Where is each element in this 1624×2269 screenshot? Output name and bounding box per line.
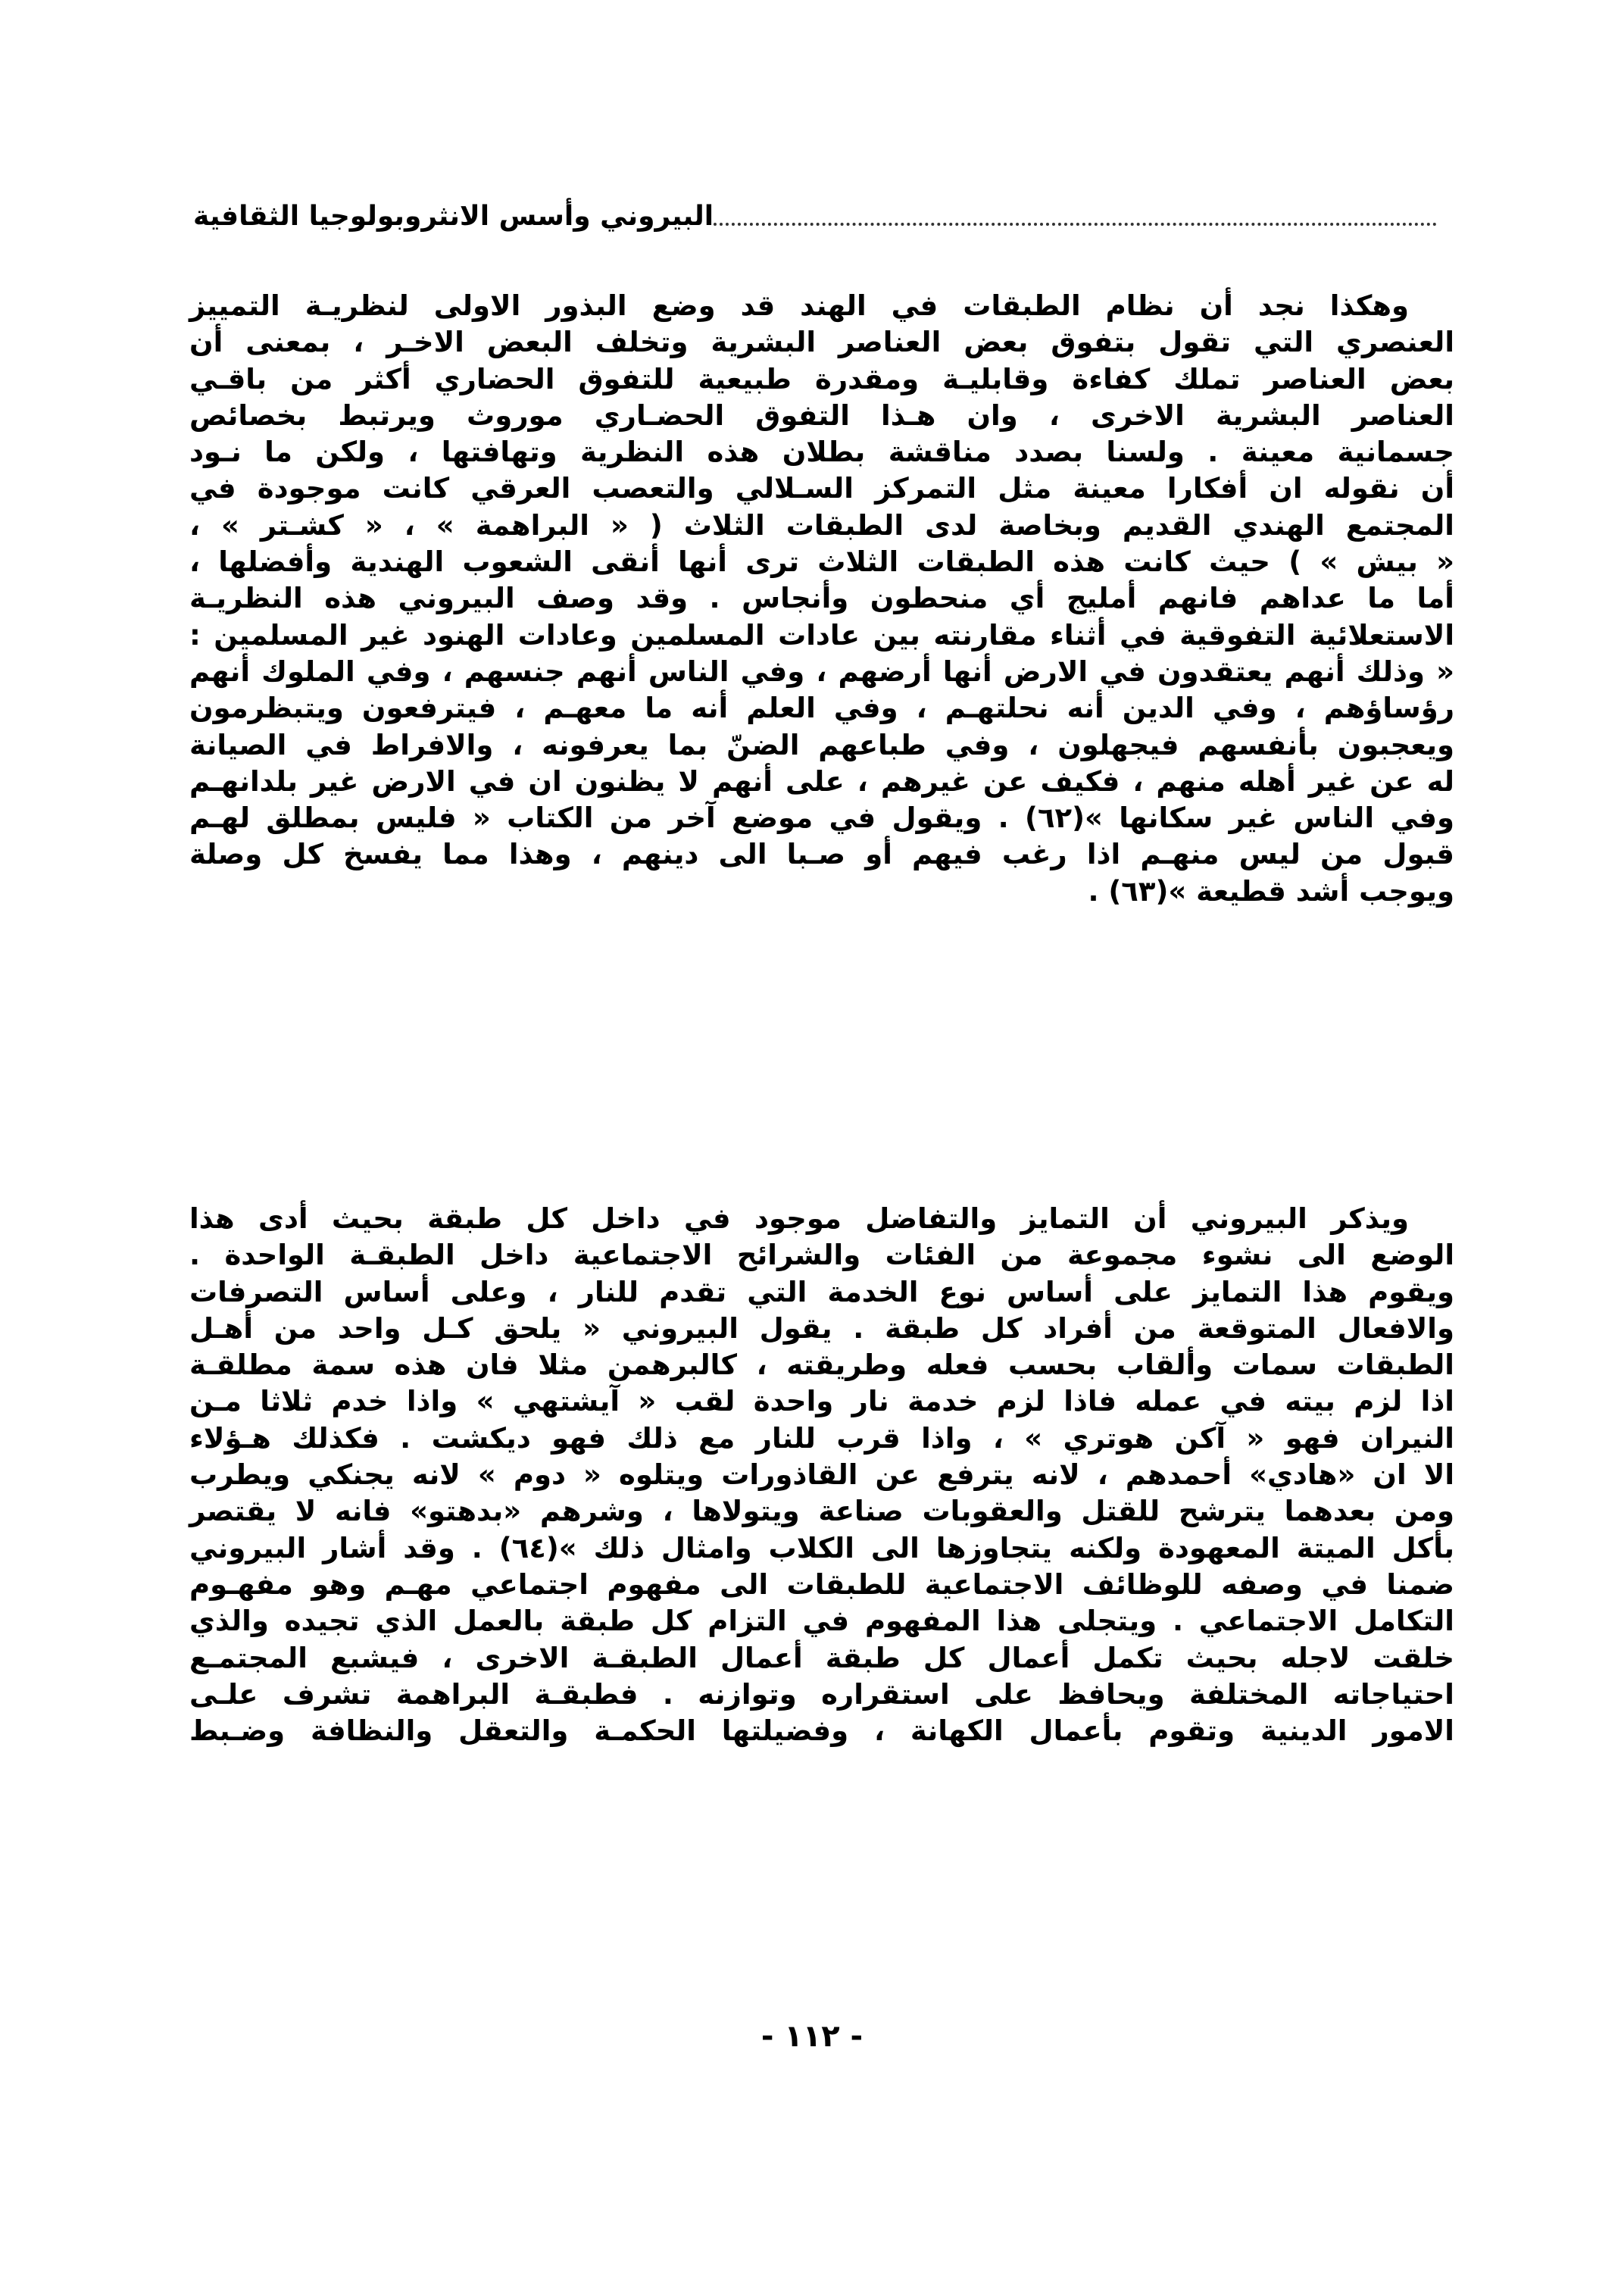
text-line: الوضع الى نشوء مجموعة من الفئات والشرائح الاجتماعية داخل الطبقـة الواحدة . [189,1239,1454,1272]
text-line: ضمنا في وصفه للوظائف الاجتماعية للطبقات الى مفهوم اجتماعي مهـم وهو مفهـوم [189,1567,1454,1601]
text-line: الطبقات سمات وألقاب بحسب فعله وطريقته ، كالبرهمن مثلا فان هذه سمة مطلقـة [189,1349,1454,1382]
text-line: ويذكر البيروني أن التمايز والتفاضل موجود في داخل كل طبقة بحيث أدى هذا [189,1202,1409,1235]
text-line: العنصري التي تقول بتفوق بعض العناصر البشرية وتخلف البعض الاخـر ، بمعنى أن [189,326,1454,359]
text-line: بعض العناصر تملك كفاءة وقابليـة ومقدرة طبيعية للتفوق الحضاري أكثر من باقـي [189,362,1454,395]
paragraph-1 [189,288,1454,910]
text-line: الا ان «هادي» أحمدهم ، لانه يترفع عن القاذورات ويتلوه « دوم » لانه يجنكي ويطرب [189,1458,1454,1492]
text-line: التكامل الاجتماعي . ويتجلى هذا المفهوم في التزام كل طبقة بالعمل الذي تجيده والذي [189,1605,1454,1638]
paragraph-2 [189,1201,1454,1749]
text-line: وفي الناس غير سكانها »(٦٢) . ويقول في موضع آخر من الكتاب « فليس بمطلق لهـم [189,802,1454,835]
text-line: خلقت لاجله بحيث تكمل أعمال كل طبقة أعمال الطبقـة الاخرى ، فيشبع المجتمـع [189,1641,1454,1674]
text-line: رؤساؤهم ، وفي الدين أنه نحلتهـم ، وفي العلم أنه ما معهـم ، فيترفعون ويتبظرمون [189,692,1454,725]
text-line: أما ما عداهم فانهم أمليج أي منحطون وأنجاس . وقد وصف البيروني هذه النظريـة [189,582,1454,615]
text-line: والافعال المتوقعة من أفراد كل طبقة . يقول البيروني « يلحق كـل واحد من أهـل [189,1311,1454,1345]
text-line: له عن غير أهله منهم ، فكيف عن غيرهم ، على أنهم لا يظنون ان في الارض غير بلدانهـم [189,764,1454,798]
text-line: النيران فهو « آكن هوتري » ، واذا قرب للنار مع ذلك فهو ديكشت . فكذلك هـؤلاء [189,1421,1454,1455]
running-title: البيروني وأسس الانثروبولوجيا الثقافية [193,200,714,232]
text-line: احتياجاته المختلفة ويحافظ على استقراره وتوازنه . فطبقـة البراهمة تشرف علـى [189,1677,1454,1711]
text-line: « وذلك أنهم يعتقدون في الارض أنها أرضهم ، وفي الناس أنهم جنسهم ، وفي الملوك أنهم [189,655,1454,688]
text-line: ويقوم هذا التمايز على أساس نوع الخدمة التي تقدم للنار ، وعلى أساس التصرفات [189,1275,1454,1308]
text-line: « بيش » ) حيث كانت هذه الطبقات الثلاث ترى أنها أنقى الشعوب الهندية وأفضلها ، [189,545,1454,579]
text-line: العناصر البشرية الاخرى ، وان هـذا التفوق الحضـاري موروث ويرتبط بخصائص [189,398,1454,432]
text-line: وهكذا نجد أن نظام الطبقات في الهند قد وضع البذور الاولى لنظريـة التمييز [189,289,1409,322]
text-line: اذا لزم بيته في عمله فاذا لزم خدمة نار واحدة لقب « آيشتهي » واذا خدم ثلاثا مـن [189,1385,1454,1418]
text-line: جسمانية معينة . ولسنا بصدد مناقشة بطلان هذه النظرية وتهافتها ، ولكن ما نـود [189,436,1454,469]
running-header [193,193,1451,239]
header-dotted-rule [714,223,1437,226]
text-line: المجتمع الهندي القديم وبخاصة لدى الطبقات الثلاث ( « البراهمة » ، « كشـتر » ، [189,508,1454,542]
text-line: قبول من ليس منهـم اذا رغب فيهم أو صـبا الى دينهم ، وهذا مما يفسخ كل وصلة [189,838,1454,871]
page-number: - ١١٢ - [760,2019,864,2054]
text-line: الامور الدينية وتقوم بأعمال الكهانة ، وفضيلتها الحكمـة والتعقل والنظافة وضـبط [189,1714,1454,1748]
text-line: أن نقوله ان أفكارا معينة مثل التمركز السـلالي والتعصب العرقي كانت موجودة في [189,472,1454,505]
text-line: بأكل الميتة المعهودة ولكنه يتجاوزها الى الكلاب وامثال ذلك »(٦٤) . وقد أشار البيروني [189,1531,1454,1564]
text-line: ويوجب أشد قطيعة »(٦٣) . [1088,874,1454,908]
text-line: ويعجبون بأنفسهم فيجهلون ، وفي طباعهم الضنّ بما يعرفونه ، والافراط في الصيانة [189,728,1454,761]
text-line: ومن بعدهما يترشح للقتل والعقوبات صناعة ويتولاها ، وشرهم «بدهتو» فانه لا يقتصر [189,1495,1454,1528]
text-line: الاستعلائية التفوقية في أثناء مقارنته بين عادات المسلمين وعادات الهنود غير المسلمين : [189,618,1454,652]
